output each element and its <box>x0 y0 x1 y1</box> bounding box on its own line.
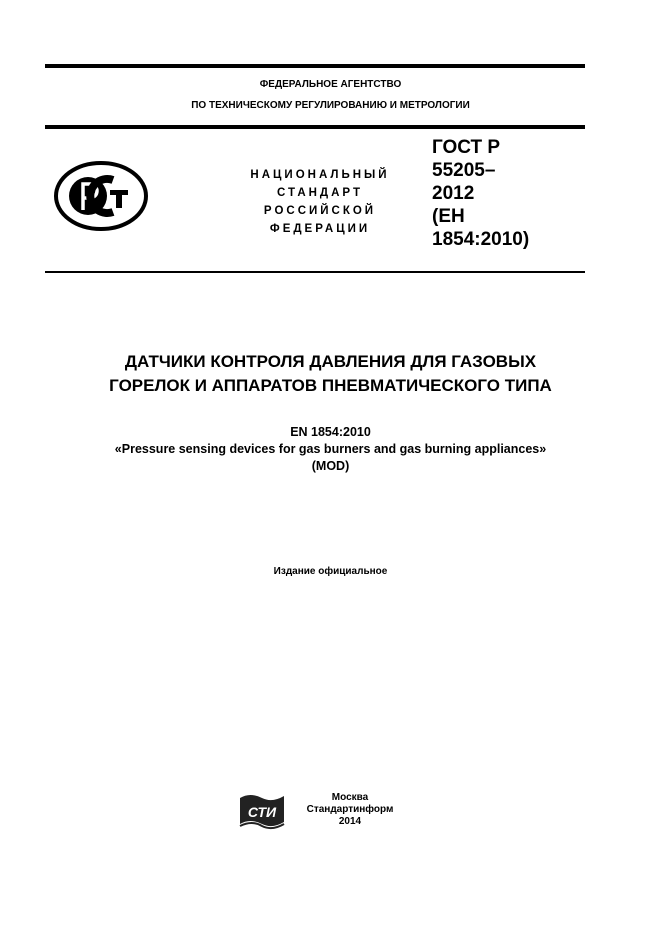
title-line: ДАТЧИКИ КОНТРОЛЯ ДАВЛЕНИЯ ДЛЯ ГАЗОВЫХ <box>124 352 537 371</box>
standard-type-line: ФЕДЕРАЦИИ <box>269 223 371 235</box>
agency-line-1: ФЕДЕРАЛЬНОЕ АГЕНТСТВО <box>259 79 402 90</box>
designation-line: ГОСТ Р <box>432 137 501 158</box>
edition-note: Издание официальное <box>273 566 388 577</box>
standard-type-line: НАЦИОНАЛЬНЫЙ <box>250 169 390 181</box>
designation-line: 1854:2010) <box>432 229 530 250</box>
source-standard <box>0 424 661 475</box>
publisher-name: Стандартинформ <box>306 804 394 815</box>
designation-line: (ЕН <box>432 206 465 227</box>
svg-text:СТИ: СТИ <box>247 804 277 820</box>
source-code: EN 1854:2010 <box>290 425 371 439</box>
agency-line-2: ПО ТЕХНИЧЕСКОМУ РЕГУЛИРОВАНИЮ И МЕТРОЛОГИИ <box>191 100 470 111</box>
top-rule <box>45 64 585 68</box>
standard-type-line: РОССИЙСКОЙ <box>263 205 377 217</box>
designation-line: 55205– <box>432 160 496 181</box>
standard-type-line: СТАНДАРТ <box>277 187 363 199</box>
standard-type <box>230 166 410 238</box>
standard-designation <box>432 136 529 251</box>
source-title: «Pressure sensing devices for gas burners and gas burning appliances» <box>114 442 547 456</box>
designation-line: 2012 <box>432 183 475 204</box>
publisher-city: Москва <box>331 792 369 803</box>
section-rule <box>45 271 585 273</box>
standartinform-logo <box>237 790 287 830</box>
publication-year: 2014 <box>338 816 362 827</box>
document-title <box>0 350 661 398</box>
gost-r-logo <box>53 160 149 232</box>
source-mod: (MOD) <box>311 459 350 473</box>
publisher-info <box>290 792 410 828</box>
header-rule <box>45 125 585 129</box>
title-line: ГОРЕЛОК И АППАРАТОВ ПНЕВМАТИЧЕСКОГО ТИПА <box>109 376 552 395</box>
